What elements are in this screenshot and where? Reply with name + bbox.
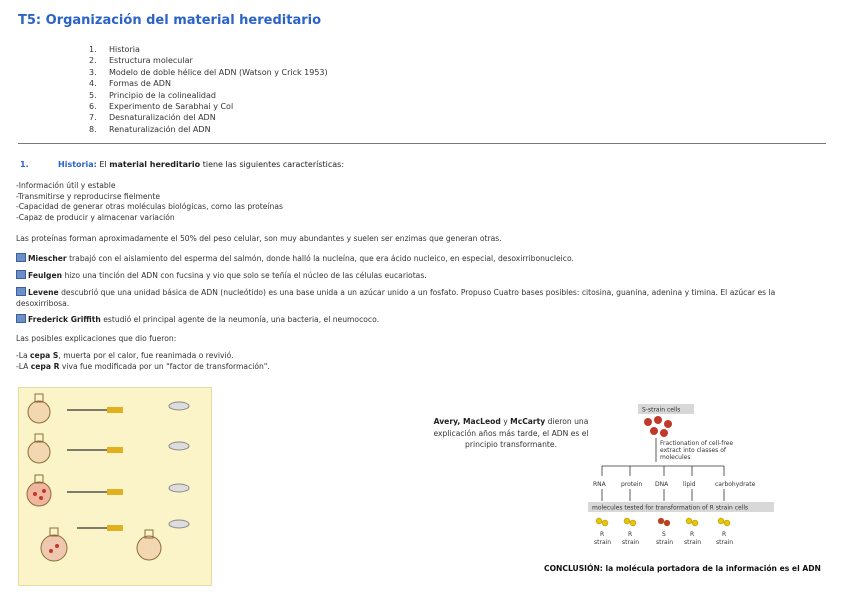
griffith-experiment-image (18, 387, 212, 586)
feulgen-text: hizo una tinción del ADN con fucsina y vio que solo se teñía el núcleo de las células eucariotas. (64, 271, 427, 280)
property-item: -Transmitirse y reproducirse fielmente (16, 191, 161, 201)
bullet-icon (16, 287, 26, 296)
section-title: Historia: (58, 160, 97, 169)
property-item: -Información útil y estable (16, 181, 116, 190)
avery-text: dieron una explicación años más tarde, el ADN es el principio transformante. (433, 417, 589, 449)
molecule-class: carbohydrate (715, 481, 756, 488)
page-title: T5: Organización del material hereditario (18, 13, 322, 28)
toc-number: 7. (89, 113, 97, 123)
toc-item (89, 55, 328, 66)
toc-label: Desnaturalización del ADN (109, 113, 216, 123)
strain-label: strain (716, 539, 734, 546)
avery-diagram-svg (584, 404, 784, 554)
griffith-text: estudió el principal agente de la neumonía, una bacteria, el neumococo. (103, 315, 379, 324)
cell-colony (692, 520, 698, 526)
cell-colony (664, 520, 670, 526)
griffith-name: Frederick Griffith (28, 315, 101, 324)
fractionation-label (660, 440, 735, 461)
miescher-text: trabajó con el aislamiento del esperma del salmón, donde halló la nucleína, que era ácido nucleico, en especial, desoxirribonucleico. (69, 254, 574, 263)
toc-item (89, 124, 328, 135)
toc-label: Modelo de doble hélice del ADN (Watson y Crick 1953) (109, 67, 328, 77)
avery-caption (420, 416, 602, 451)
toc-number: 1. (89, 45, 97, 54)
cepa-r-post: viva fue modificada por un "factor de transformación". (61, 361, 270, 371)
cepa-s-item (16, 351, 270, 362)
bullet-icon (16, 270, 26, 279)
toc-item (89, 67, 328, 78)
molecule-class: DNA (655, 481, 669, 488)
toc-label: Estructura molecular (109, 56, 193, 66)
toc-number: 4. (89, 79, 97, 89)
explanations-intro: Las posibles explicaciones que dio fueron: (16, 334, 177, 343)
miescher-name: Miescher (28, 254, 67, 263)
toc-label: Formas de ADN (109, 79, 171, 89)
cell-colony (602, 520, 608, 526)
fractionation-line: extract into classes of (660, 447, 726, 454)
toc-item (89, 101, 328, 112)
result-strain: S (662, 531, 666, 538)
section-intro-bold: material hereditario (109, 160, 201, 169)
result-strain: R (690, 531, 695, 538)
toc-number: 6. (89, 102, 97, 112)
griffith-paragraph (16, 314, 379, 326)
fractionation-line: Fractionation of cell-free (660, 440, 734, 447)
property-item: -Capaz de producir y almacenar variación (16, 212, 175, 222)
feulgen-paragraph (16, 270, 427, 282)
divider (18, 143, 826, 144)
result-strain: R (600, 531, 605, 538)
cell-colony (686, 518, 692, 524)
molecule-class: RNA (593, 481, 606, 488)
griffith-illustration (19, 388, 211, 585)
toc-number: 3. (89, 67, 97, 77)
strain-label: strain (594, 539, 612, 546)
bullet-icon (16, 314, 26, 323)
toc-item (89, 44, 328, 55)
bullet-icon (16, 253, 26, 262)
fractionation-line: molecules (660, 454, 691, 461)
miescher-paragraph (16, 253, 574, 265)
toc-label: Renaturalización del ADN (109, 124, 211, 134)
toc-label: Experimento de Sarabhai y Col (109, 102, 234, 112)
conclusion: CONCLUSIÓN: la molécula portadora de la información es el ADN (544, 564, 821, 573)
cell-colony (596, 518, 602, 524)
cepa-s-bold: cepa S (30, 351, 59, 360)
levene-name: Levene (28, 288, 59, 297)
toc-label: Principio de la colinealidad (109, 90, 216, 100)
molecule-class: lipid (683, 481, 696, 488)
toc-label: Historia (109, 45, 140, 54)
avery-experiment-diagram (584, 404, 784, 554)
result-strain: R (722, 531, 727, 538)
cell-colony (630, 520, 636, 526)
section-heading (20, 160, 344, 169)
levene-paragraph (16, 287, 786, 309)
toc-item (89, 90, 328, 101)
molecule-class: protein (621, 481, 643, 488)
avery-and: y (503, 417, 508, 426)
section-intro-pre: El (99, 160, 107, 169)
levene-text: descubrió que una unidad básica de ADN (nucleótido) es una base unida a un azúcar unido a un fosfato. Propuso Cuatro bases posibles: citosina, guanina, adenina y timina. El azúcar es la desoxirribosa. (16, 288, 776, 308)
cepa-list (16, 351, 270, 372)
section-intro-post: tiene las siguientes características: (202, 160, 345, 169)
section-number: 1. (20, 160, 29, 169)
result-strain: R (628, 531, 633, 538)
avery-name-1: Avery, MacLeod (433, 417, 501, 426)
cell-colony (718, 518, 724, 524)
cepa-r-item (16, 362, 270, 373)
toc-item (89, 78, 328, 89)
avery-name-2: McCarty (510, 417, 546, 426)
strain-label: strain (622, 539, 640, 546)
toc-number: 8. (89, 124, 97, 134)
table-of-contents (89, 44, 328, 135)
toc-number: 2. (89, 56, 97, 66)
strain-label: strain (684, 539, 702, 546)
properties-list (16, 181, 283, 223)
top-label: S-strain cells (642, 406, 681, 414)
cepa-s-post: , muerta por el calor, fue reanimada o revivió. (58, 351, 234, 360)
cepa-r-pre: -LA (16, 361, 29, 371)
feulgen-name: Feulgen (28, 271, 63, 280)
toc-item (89, 112, 328, 123)
cell-colony (724, 520, 730, 526)
cell-colony (624, 518, 630, 524)
test-bar-label: molecules tested for transformation of R strain cells (592, 504, 749, 512)
property-item: -Capacidad de generar otras moléculas biológicas, como las proteínas (16, 202, 283, 211)
strain-label: strain (656, 539, 674, 546)
cepa-s-pre: -La (16, 351, 28, 360)
toc-number: 5. (89, 90, 97, 100)
s-strain-cells (644, 416, 672, 437)
cell-colony (658, 518, 664, 524)
proteins-paragraph: Las proteínas forman aproximadamente el 50% del peso celular, son muy abundantes y suelen ser enzimas que generan otras. (16, 234, 502, 243)
cepa-r-bold: cepa R (30, 361, 60, 371)
